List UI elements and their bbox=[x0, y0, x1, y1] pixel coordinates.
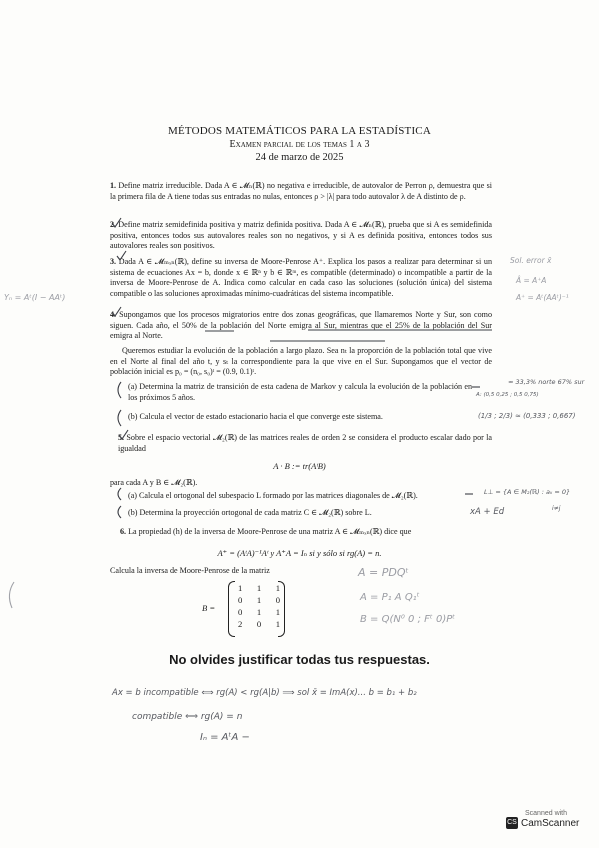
handwritten-note: Â = A⁺A bbox=[516, 276, 547, 285]
matrix-cell: 0 bbox=[238, 607, 243, 617]
question-6-ask: Calcula la inversa de Moore-Penrose de la matriz bbox=[110, 566, 270, 575]
margin-bracket bbox=[9, 582, 14, 608]
question-5b: (b) Determina la proyección ortogonal de cada matriz C ∈ 𝓜₂(ℝ) sobre L. bbox=[128, 508, 372, 517]
question-5-text: Sobre el espacio vectorial 𝓜₂(ℝ) de las matrices reales de orden 2 se considera el producto escalar dado por la igualdad bbox=[118, 433, 492, 453]
question-2-text: Define matriz semidefinida positiva y matriz definida positiva. Dada A ∈ 𝓜ₙ(ℝ), prueba que si A es semidefinida positiva, entonces todos sus autovalores reales son no negativos, y si A es definida positiva, entonces todos sus autovalores reales son positivos. bbox=[110, 220, 492, 251]
question-4-text: Supongamos que los procesos migratorios entre dos zonas geográficas, que llamaremos Norte y Sur, son como siguen. Cada año, el 50% de la población del Norte emigra al Sur, mientras que el 25% de la población del Sur emigra al Norte. bbox=[110, 310, 492, 341]
question-6-formula: A⁺ = (AᵗA)⁻¹Aᵗ y A⁺A = Iₙ si y sólo si rg(A) = n. bbox=[217, 548, 382, 558]
scanner-brand-text: CamScanner bbox=[521, 817, 580, 829]
exam-subtitle: Examen parcial de los temas 1 a 3 bbox=[229, 139, 370, 150]
exam-title: MÉTODOS MATEMÁTICOS PARA LA ESTADÍSTICA bbox=[167, 125, 431, 137]
exam-date: 24 de marzo de 2025 bbox=[255, 152, 344, 163]
matrix-cell: 1 bbox=[256, 607, 262, 617]
question-3-text: Dada A ∈ 𝓜ₘₓₙ(ℝ), define su inversa de Moore-Penrose A⁺. Explica los pasos a realizar para determinar si un sistema de ecuaciones Ax = b, donde x ∈ ℝⁿ y b ∈ ℝᵐ, es compatible (determinado) o incompatible a partir de la inversa de Moore-Penrose de A. Indica como calcular en cada caso las soluciones (solución única) del sistema compatible o las soluciones aproximadas mínimo-cuadráticas del sistema incompatible. bbox=[110, 257, 492, 298]
question-5-after: para cada A y B ∈ 𝓜₂(ℝ). bbox=[110, 478, 198, 487]
question-4-context: Queremos estudiar la evolución de la población a largo plazo. Sea nₜ la proporción de la población total que vive en el Norte al final del año t, y sₜ la correspondiente para la que vive en el Sur. Supongamos que el vector de población inicial es p₀ = (n₀, s₀)ᵗ = (0.9, 0.1)ᵗ. bbox=[110, 346, 492, 377]
check-mark-icon bbox=[119, 430, 128, 439]
handwritten-note: A: (0,5 0,25 ; 0,5 0,75) bbox=[476, 392, 539, 398]
scanner-line: Scanned with bbox=[524, 810, 568, 817]
handwritten-note: L⊥ = {A ∈ M₂(ℝ) : aᵢᵢ = 0} bbox=[484, 488, 571, 496]
margin-bracket bbox=[118, 382, 121, 398]
handwritten-note: Yₙ = Aᵗ(I − AAᵗ) bbox=[4, 293, 66, 302]
handwritten-note: A = P₁ A Q₁ᵗ bbox=[360, 592, 420, 603]
matrix-cell: 1 bbox=[275, 607, 280, 617]
handwritten-note: xA + Ed bbox=[470, 507, 505, 517]
check-mark-icon bbox=[117, 251, 126, 260]
matrix-cell: 1 bbox=[256, 595, 262, 605]
handwritten-note: Sol. error x̄ bbox=[510, 256, 552, 265]
question-4a: (a) Determina la matriz de transición de esta cadena de Markov y calcula la evolución de la población en los próximos 5 años. bbox=[128, 382, 472, 402]
matrix-b-label: B = bbox=[202, 603, 216, 613]
question-6-number: 6. bbox=[120, 527, 127, 536]
handwritten-note: A = PDQᵗ bbox=[358, 566, 409, 579]
question-1-text: Define matriz irreducible. Dada A ∈ 𝓜ₙ(ℝ) no negativa e irreducible, de autovalor de Perron ρ, demuestra que si la primera fila de A tiene todas sus entradas no nulas, entonces ρ > |λ| para todo autovalor λ de A distinto de ρ. bbox=[110, 181, 493, 201]
camscanner-logo-icon: CS bbox=[506, 817, 518, 829]
handwritten-note: Iₙ = AᵗA − bbox=[200, 732, 250, 743]
closing-note: No olvides justificar todas tus respuestas. bbox=[169, 652, 430, 667]
question-6-text: La propiedad (h) de la inversa de Moore-Penrose de una matriz A ∈ 𝓜ₘₓₙ(ℝ) dice que bbox=[128, 527, 412, 536]
question-5-number: 5. bbox=[118, 433, 125, 442]
question-4b: (b) Calcula el vector de estado estacionario hacia el que converge este sistema. bbox=[128, 412, 383, 421]
margin-bracket bbox=[118, 506, 121, 518]
matrix-cell: 2 bbox=[238, 619, 243, 629]
matrix-cell: 0 bbox=[238, 595, 243, 605]
handwritten-note: Ax = b incompatible ⟺ rg(A) < rg(A|b) ⟹ sol x̄ = ImA(x)... b = b₁ + b₂ bbox=[112, 688, 417, 698]
camscanner-watermark bbox=[506, 810, 586, 829]
handwritten-note: (1/3 ; 2/3) ≈ (0,333 ; 0,667) bbox=[478, 412, 576, 420]
question-1-number: 1. bbox=[110, 181, 117, 190]
matrix-cell: 0 bbox=[275, 595, 280, 605]
handwritten-note: i≠j bbox=[552, 505, 561, 512]
scanner-brand bbox=[506, 817, 586, 829]
handwritten-note: compatible ⟺ rg(A) = n bbox=[132, 712, 243, 722]
handwritten-note: A⁺ = Aᵗ(AAᵗ)⁻¹ bbox=[516, 293, 569, 302]
question-3-number: 3. bbox=[110, 257, 117, 266]
handwritten-note: ≈ 33,3% norte 67% sur bbox=[508, 378, 585, 386]
handwritten-note: B = Q(N⁰ 0 ; Fᵗ 0)Pᵗ bbox=[360, 614, 456, 625]
matrix-cell: 1 bbox=[256, 583, 262, 593]
matrix-cell: 1 bbox=[238, 583, 243, 593]
check-mark-icon bbox=[112, 218, 121, 227]
matrix-cell: 0 bbox=[256, 619, 262, 629]
margin-bracket bbox=[118, 488, 121, 500]
question-5-formula: A · B := tr(AᵗB) bbox=[273, 461, 326, 471]
check-mark-icon bbox=[112, 307, 121, 316]
matrix-cell: 1 bbox=[275, 619, 280, 629]
question-4-number: 4. bbox=[110, 310, 117, 319]
question-5a: (a) Calcula el ortogonal del subespacio L formado por las matrices diagonales de 𝓜₂(ℝ). bbox=[128, 491, 418, 500]
margin-bracket bbox=[118, 410, 121, 426]
matrix-cell: 1 bbox=[275, 583, 280, 593]
question-2-number: 2. bbox=[110, 220, 117, 229]
